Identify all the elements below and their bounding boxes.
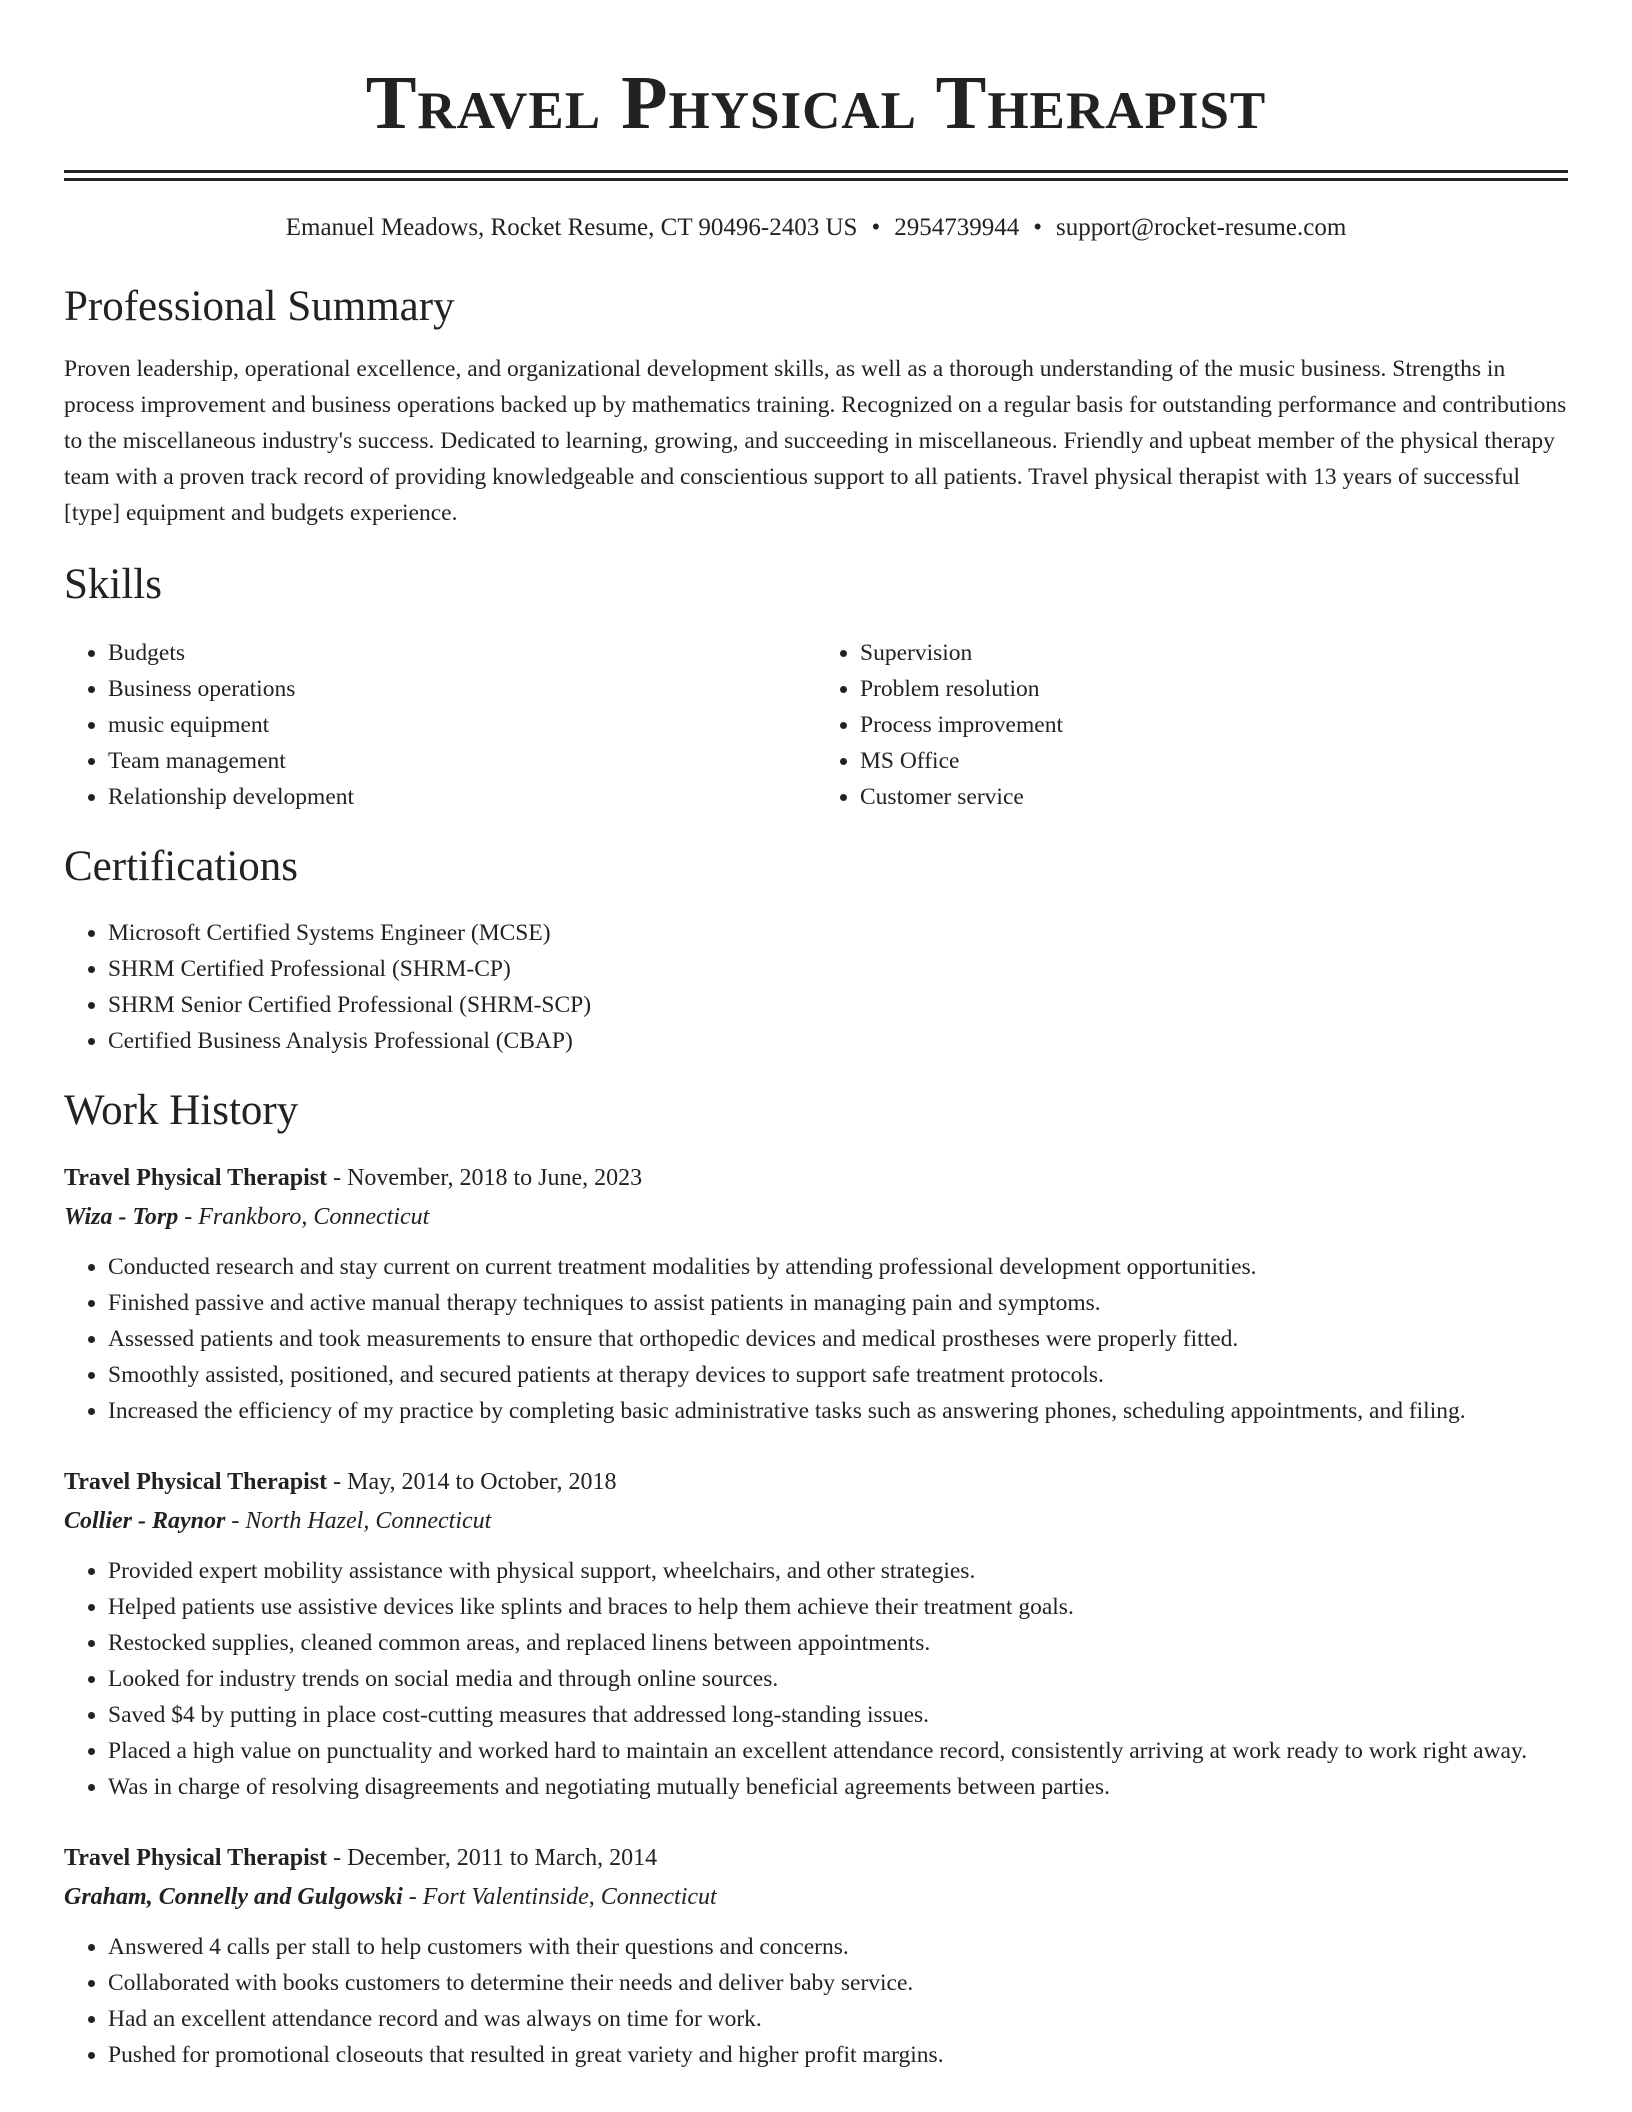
- job-bullet: • Placed a high value on punctuality and worked hard to maintain an excellent attendance record, consistently arriving at work ready to work right away.: [108, 1733, 1568, 1769]
- job-entry: [64, 1839, 1568, 2073]
- job-bullet: • Was in charge of resolving disagreements and negotiating mutually beneficial agreements between parties.: [108, 1769, 1568, 1805]
- skill-item: • Problem resolution: [860, 671, 1568, 707]
- job-bullets: [64, 1553, 1568, 1805]
- contact-address: Emanuel Meadows, Rocket Resume, CT 90496-2403 US: [285, 214, 858, 241]
- skills-list-left: [64, 635, 816, 815]
- job-title-line: [64, 1159, 1568, 1197]
- job-dates: - November, 2018 to June, 2023: [327, 1165, 643, 1191]
- certifications-heading: Certifications: [64, 843, 299, 890]
- job-bullets: [64, 1249, 1568, 1429]
- title-double-rule: [64, 170, 1568, 181]
- employer-name: Wiza - Torp: [64, 1204, 179, 1230]
- job-bullet: • Looked for industry trends on social media and through online sources.: [108, 1661, 1568, 1697]
- contact-phone: 2954739944: [894, 214, 1020, 241]
- skills-heading: Skills: [64, 561, 162, 608]
- employer-name: Graham, Connelly and Gulgowski: [64, 1884, 403, 1910]
- contact-email: support@rocket-resume.com: [1055, 214, 1347, 241]
- job-bullet: • Finished passive and active manual therapy techniques to assist patients in managing pain and symptoms.: [108, 1285, 1568, 1321]
- job-role: Travel Physical Therapist: [64, 1469, 328, 1495]
- job-entry: [64, 1463, 1568, 1805]
- skill-item: • Relationship development: [108, 779, 816, 815]
- skill-item: • Supervision: [860, 635, 1568, 671]
- job-bullet: • Helped patients use assistive devices like splints and braces to help them achieve their treatment goals.: [108, 1589, 1568, 1625]
- employer-line: [64, 1197, 1568, 1237]
- job-bullet: • Answered 4 calls per stall to help customers with their questions and concerns.: [108, 1929, 1568, 1965]
- job-title-line: [64, 1463, 1568, 1501]
- job-bullet: • Saved $4 by putting in place cost-cutting measures that addressed long-standing issues.: [108, 1697, 1568, 1733]
- job-bullet: • Conducted research and stay current on current treatment modalities by attending professional development opportunities.: [108, 1249, 1568, 1285]
- certification-item: • Certified Business Analysis Professional (CBAP): [108, 1023, 1568, 1059]
- employer-location: - Frankboro, Connecticut: [178, 1204, 430, 1230]
- employer-location: - Fort Valentinside, Connecticut: [402, 1884, 717, 1910]
- employer-name: Collier - Raynor: [64, 1508, 226, 1534]
- contact-separator: •: [871, 214, 881, 241]
- skill-item: • Process improvement: [860, 707, 1568, 743]
- skills-columns: [64, 635, 1568, 815]
- employer-line: [64, 1877, 1568, 1917]
- job-bullet: • Collaborated with books customers to determine their needs and deliver baby service.: [108, 1965, 1568, 2001]
- certification-item: • SHRM Senior Certified Professional (SHRM-SCP): [108, 987, 1568, 1023]
- job-bullet: • Provided expert mobility assistance with physical support, wheelchairs, and other strategies.: [108, 1553, 1568, 1589]
- job-bullet: • Restocked supplies, cleaned common areas, and replaced linens between appointments.: [108, 1625, 1568, 1661]
- job-bullet: • Assessed patients and took measurements to ensure that orthopedic devices and medical prostheses were properly fitted.: [108, 1321, 1568, 1357]
- certification-item: • Microsoft Certified Systems Engineer (MCSE): [108, 915, 1568, 951]
- skill-item: • Business operations: [108, 671, 816, 707]
- job-role: Travel Physical Therapist: [64, 1165, 328, 1191]
- skills-list-right: [816, 635, 1568, 815]
- certifications-list: [64, 915, 1568, 1059]
- job-bullet: • Pushed for promotional closeouts that resulted in great variety and higher profit margins.: [108, 2037, 1568, 2073]
- summary-text: Proven leadership, operational excellence, and organizational development skills, as well as a thorough understanding of the music business. Strengths in process improvement and business operations backed up by mathematics training. Recognized on a regular basis for outstanding performance and contributions to the miscellaneous industry's success. Dedicated to learning, growing, and succeeding in miscellaneous. Friendly and upbeat member of the physical therapy team with a proven track record of providing knowledgeable and conscientious support to all patients. Travel physical therapist with 13 years of successful [type] equipment and budgets experience.: [64, 356, 1567, 526]
- job-bullet: • Increased the efficiency of my practice by completing basic administrative tasks such as answering phones, scheduling appointments, and filing.: [108, 1393, 1568, 1429]
- skill-item: • Team management: [108, 743, 816, 779]
- job-bullet: • Smoothly assisted, positioned, and secured patients at therapy devices to support safe treatment protocols.: [108, 1357, 1568, 1393]
- employer-location: - North Hazel, Connecticut: [225, 1508, 492, 1534]
- contact-separator: •: [1033, 214, 1042, 241]
- contact-line: [64, 211, 1568, 245]
- job-title-line: [64, 1839, 1568, 1877]
- job-bullet: • Had an excellent attendance record and was always on time for work.: [108, 2001, 1568, 2037]
- job-bullets: [64, 1929, 1568, 2073]
- job-dates: - May, 2014 to October, 2018: [327, 1469, 617, 1495]
- job-role: Travel Physical Therapist: [64, 1845, 328, 1871]
- job-dates: - December, 2011 to March, 2014: [327, 1845, 658, 1871]
- summary-heading: Professional Summary: [64, 283, 455, 330]
- skill-item: • MS Office: [860, 743, 1568, 779]
- skill-item: • Budgets: [108, 635, 816, 671]
- skill-item: • music equipment: [108, 707, 816, 743]
- resume-title: Travel Physical Therapist: [365, 61, 1267, 145]
- skill-item: • Customer service: [860, 779, 1568, 815]
- employer-line: [64, 1501, 1568, 1541]
- work-history-heading: Work History: [64, 1087, 299, 1134]
- certification-item: • SHRM Certified Professional (SHRM-CP): [108, 951, 1568, 987]
- job-entry: [64, 1159, 1568, 1429]
